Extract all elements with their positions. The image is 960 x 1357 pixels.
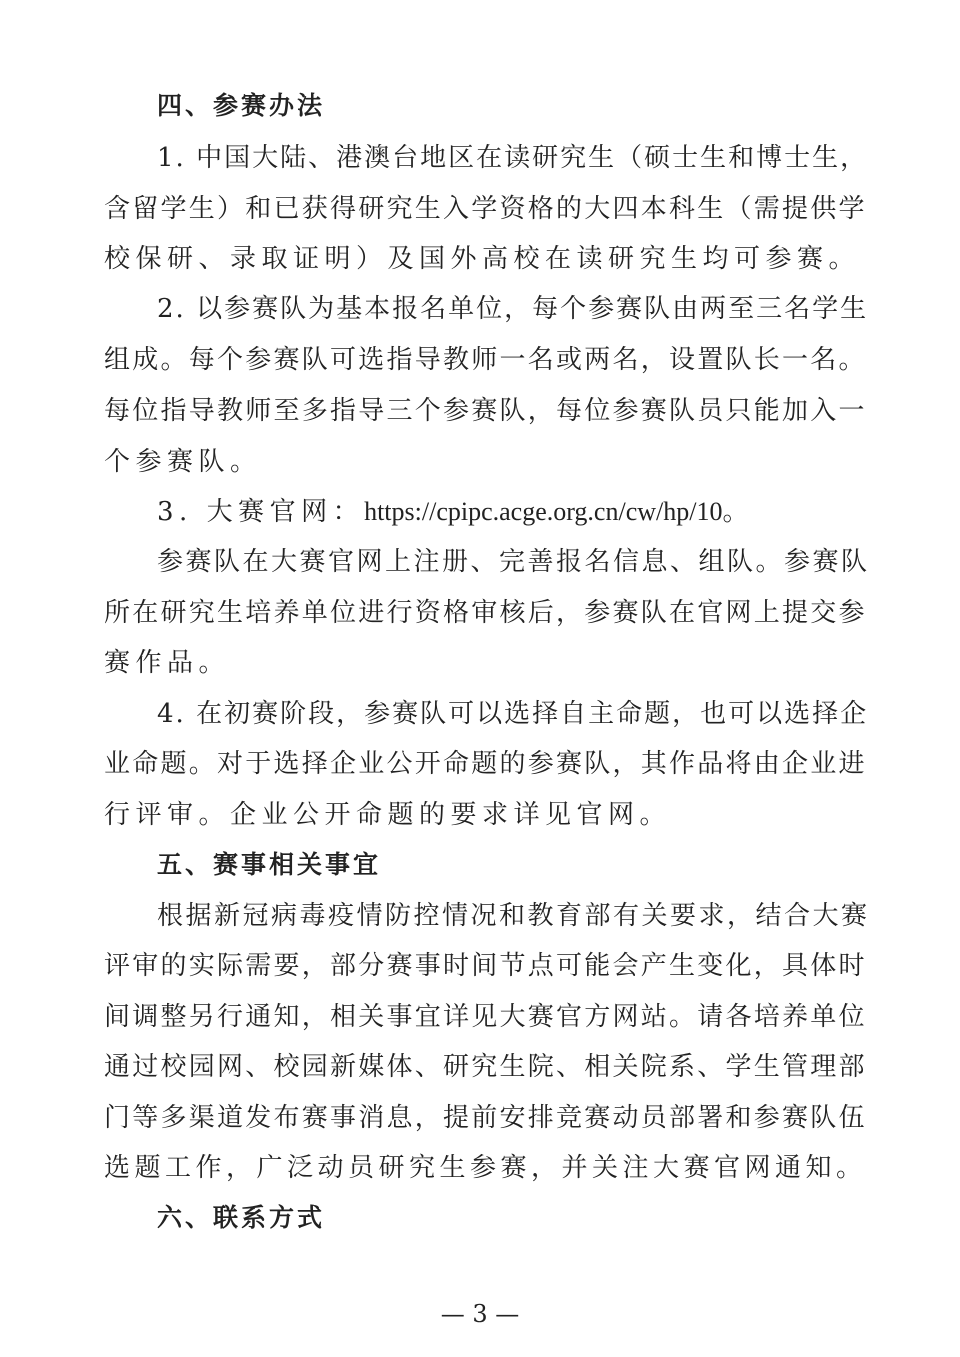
paragraph-line: 赛作品。 <box>104 648 231 678</box>
paragraph-line: 间调整另行通知，相关事宜详见大赛官方网站。请各培养单位 <box>104 1002 867 1032</box>
paragraph-line: 每位指导教师至多指导三个参赛队，每位参赛队员只能加入一 <box>104 396 867 426</box>
paragraph-line: 根据新冠病毒疫情防控情况和教育部有关要求，结合大赛 <box>157 901 870 931</box>
paragraph-line: 业命题。对于选择企业公开命题的参赛队，其作品将由企业进 <box>104 749 867 779</box>
paragraph-line: 门等多渠道发布赛事消息，提前安排竞赛动员部署和参赛队伍 <box>104 1103 867 1133</box>
paragraph-line: 通过校园网、校园新媒体、研究生院、相关院系、学生管理部 <box>104 1052 867 1082</box>
paragraph-line: 含留学生）和已获得研究生入学资格的大四本科生（需提供学 <box>104 194 867 224</box>
paragraph-line: 评审的实际需要，部分赛事时间节点可能会产生变化，具体时 <box>104 951 867 981</box>
section-heading-participation: 四、参赛办法 <box>157 91 326 120</box>
official-website-line <box>157 492 748 532</box>
page-number: — 3 — <box>440 1300 520 1328</box>
paragraph-line: 选题工作，广泛动员研究生参赛，并关注大赛官网通知。 <box>104 1153 867 1183</box>
paragraph-line: 个参赛队。 <box>104 447 262 477</box>
section-heading-contact: 六、联系方式 <box>157 1203 326 1232</box>
paragraph-line: 4. 在初赛阶段，参赛队可以选择自主命题，也可以选择企 <box>157 699 869 729</box>
paragraph-line: 1. 中国大陆、港澳台地区在读研究生（硕士生和博士生， <box>157 143 869 173</box>
paragraph-line: 所在研究生培养单位进行资格审核后，参赛队在官网上提交参 <box>104 598 867 628</box>
section-heading-event-matters: 五、赛事相关事宜 <box>157 850 382 879</box>
website-label: 3. 大赛官网： <box>157 497 365 527</box>
paragraph-line: 行评审。企业公开命题的要求详见官网。 <box>104 800 672 830</box>
official-website-url: https://cpipc.acge.org.cn/cw/hp/10。 <box>364 497 749 526</box>
paragraph-line: 校保研、录取证明）及国外高校在读研究生均可参赛。 <box>104 244 861 274</box>
paragraph-line: 2. 以参赛队为基本报名单位，每个参赛队由两至三名学生 <box>157 294 869 324</box>
paragraph-line: 参赛队在大赛官网上注册、完善报名信息、组队。参赛队 <box>157 547 870 577</box>
paragraph-line: 组成。每个参赛队可选指导教师一名或两名，设置队长一名。 <box>104 345 867 375</box>
